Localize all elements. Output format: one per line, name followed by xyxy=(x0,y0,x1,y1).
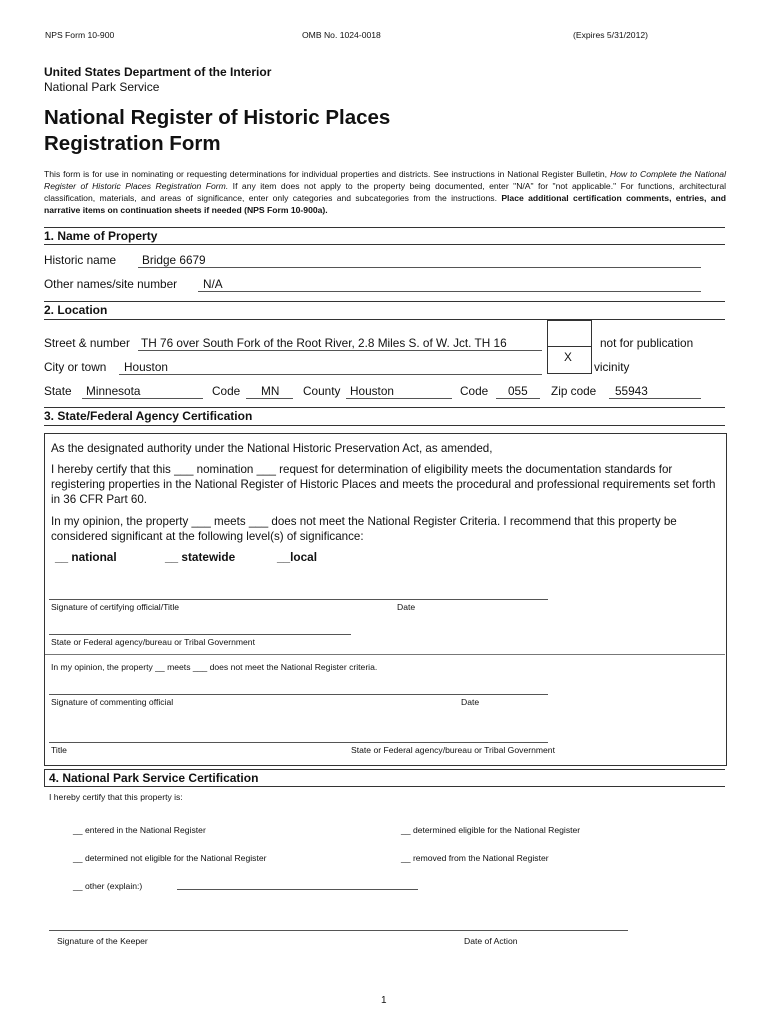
authority-statement: As the designated authority under the National Historic Preservation Act, as amended, xyxy=(51,442,493,455)
instructions-text-1: This form is for use in nominating or requesting determinations for individual properties and districts. See instructions in National Register Bulletin, xyxy=(44,169,610,179)
section4-bottom-rule xyxy=(44,786,725,787)
county-label: County xyxy=(303,384,341,398)
zip-label: Zip code xyxy=(551,384,597,398)
instructions-paragraph xyxy=(44,168,726,216)
section2-bottom-rule xyxy=(44,319,725,320)
instructions-text-2: If any item does not apply to the property being documented, enter "N/A" for "not applicable." For functions, architectural classification, materials, and areas of significance, enter only categories and subcategories from the instructions. xyxy=(44,181,727,203)
certification-divider xyxy=(45,654,725,655)
county-code-label: Code xyxy=(460,384,489,398)
omb-number: OMB No. 1024-0018 xyxy=(302,30,381,40)
certifying-signature-line[interactable] xyxy=(49,599,548,600)
county-code-field[interactable]: 055 xyxy=(508,384,528,398)
county-field[interactable]: Houston xyxy=(350,384,394,398)
service-name: National Park Service xyxy=(44,80,160,94)
section4-top-rule xyxy=(44,769,725,770)
other-names-underline xyxy=(198,291,701,292)
title-agency-line[interactable] xyxy=(49,742,548,743)
nps-certify-statement: I hereby certify that this property is: xyxy=(49,792,183,802)
not-for-publication-label: not for publication xyxy=(600,336,694,350)
agency-label-1: State or Federal agency/bureau or Tribal Government xyxy=(51,637,255,647)
state-code-underline xyxy=(246,398,293,399)
historic-name-field[interactable]: Bridge 6679 xyxy=(142,253,206,267)
form-title-line2: Registration Form xyxy=(44,132,221,155)
street-field[interactable]: TH 76 over South Fork of the Root River, 2.8 Miles S. of W. Jct. TH 16 xyxy=(141,336,507,350)
level-local-option[interactable]: __local xyxy=(277,550,318,564)
agency-label-2: State or Federal agency/bureau or Tribal Government xyxy=(351,745,555,755)
section3-bottom-rule xyxy=(44,425,725,426)
state-label: State xyxy=(44,384,72,398)
state-code-field[interactable]: MN xyxy=(261,384,280,398)
instructions-continuation-note: Place additional certification comments, entries, and narrative items on continuation sheets if needed (NPS Form 10-900a). xyxy=(44,193,727,215)
opinion-statement: In my opinion, the property ___ meets ___ does not meet the National Register Criteria. I recommend that this property be considered significant at the following level(s) of significance: xyxy=(51,515,677,543)
level-statewide-option[interactable]: __ statewide xyxy=(165,550,236,564)
certify-statement: I hereby certify that this ___ nomination ___ request for determination of eligibility meets the documentation standards for registering properties in the National Register of Historic Places and meets the procedural and professional requirements set forth in 36 CFR Part 60. xyxy=(51,463,716,506)
section4-title: 4. National Park Service Certification xyxy=(49,771,259,785)
certifying-date-label: Date xyxy=(397,602,416,612)
section3-top-rule xyxy=(44,407,725,408)
keeper-signature-label: Signature of the Keeper xyxy=(57,936,148,946)
commenting-date-label: Date xyxy=(461,697,480,707)
entered-option[interactable]: __ entered in the National Register xyxy=(73,825,206,835)
county-underline xyxy=(346,398,452,399)
zip-underline xyxy=(609,398,701,399)
commenting-signature-label: Signature of commenting official xyxy=(51,697,174,707)
street-label: Street & number xyxy=(44,336,130,350)
city-label: City or town xyxy=(44,360,107,374)
section1-top-rule xyxy=(44,227,725,228)
not-eligible-option[interactable]: __ determined not eligible for the National Register xyxy=(73,853,267,863)
historic-name-underline xyxy=(138,267,701,268)
title-label: Title xyxy=(51,745,67,755)
state-field[interactable]: Minnesota xyxy=(86,384,141,398)
instructions-bulletin-title: How to Complete the National Register of Historic Places Registration Form. xyxy=(44,169,726,191)
expiration-date: (Expires 5/31/2012) xyxy=(573,30,648,40)
form-title-line1: National Register of Historic Places xyxy=(44,106,391,129)
determined-eligible-option[interactable]: __ determined eligible for the National Register xyxy=(401,825,581,835)
level-national-option[interactable]: __ national xyxy=(55,550,117,564)
publication-vicinity-box xyxy=(547,320,592,374)
section1-title: 1. Name of Property xyxy=(44,229,158,243)
zip-field[interactable]: 55943 xyxy=(615,384,648,398)
commenting-opinion: In my opinion, the property __ meets ___ does not meet the National Register criteria. xyxy=(51,662,378,672)
date-of-action-label: Date of Action xyxy=(464,936,518,946)
section1-bottom-rule xyxy=(44,244,725,245)
other-names-field[interactable]: N/A xyxy=(203,277,223,291)
other-explain-line[interactable] xyxy=(177,889,418,890)
historic-name-label: Historic name xyxy=(44,253,117,267)
keeper-signature-line[interactable] xyxy=(49,930,628,931)
page-number: 1 xyxy=(381,995,387,1006)
section3-title: 3. State/Federal Agency Certification xyxy=(44,409,253,423)
other-option[interactable]: __ other (explain:) xyxy=(73,881,143,891)
checkbox-divider xyxy=(547,346,591,347)
section2-title: 2. Location xyxy=(44,303,108,317)
vicinity-label: vicinity xyxy=(594,360,630,374)
agency-line-1[interactable] xyxy=(49,634,351,635)
city-underline xyxy=(119,374,542,375)
commenting-signature-line[interactable] xyxy=(49,694,548,695)
street-underline xyxy=(138,350,542,351)
other-names-label: Other names/site number xyxy=(44,277,178,291)
removed-option[interactable]: __ removed from the National Register xyxy=(401,853,549,863)
vicinity-checkbox[interactable]: X xyxy=(564,350,572,364)
form-number: NPS Form 10-900 xyxy=(45,30,115,40)
state-underline xyxy=(82,398,203,399)
section4-left-border xyxy=(44,769,45,787)
certifying-signature-label: Signature of certifying official/Title xyxy=(51,602,180,612)
section2-top-rule xyxy=(44,301,725,302)
county-code-underline xyxy=(496,398,540,399)
department-name: United States Department of the Interior xyxy=(44,65,272,79)
city-field[interactable]: Houston xyxy=(124,360,168,374)
state-code-label: Code xyxy=(212,384,241,398)
